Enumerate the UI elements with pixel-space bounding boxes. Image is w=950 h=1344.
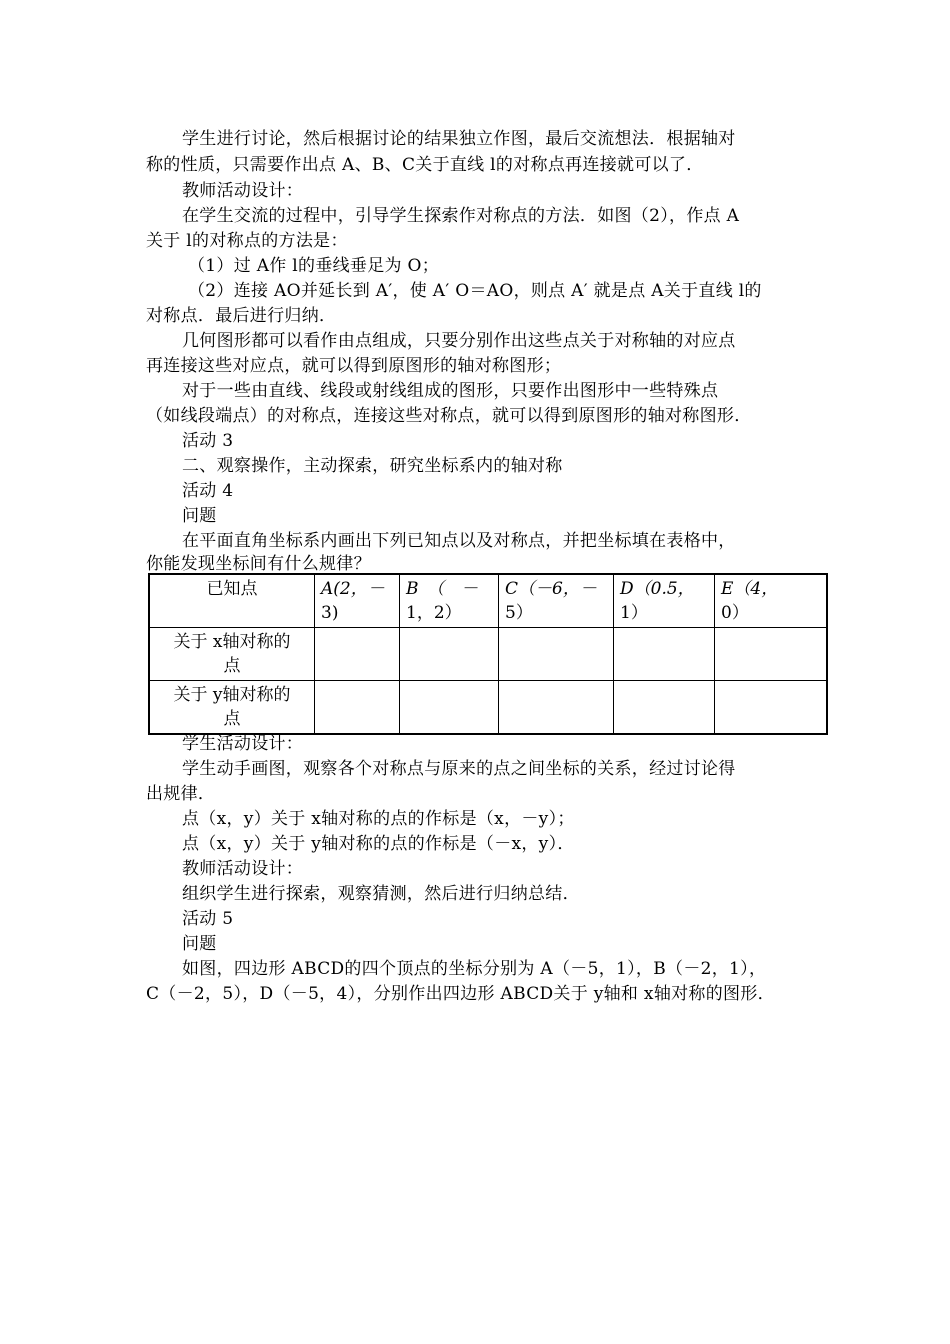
paragraph-line: 出规律． <box>146 784 216 804</box>
paragraph-line: 关于 l的对称点的方法是： <box>146 231 348 251</box>
empty-cell <box>715 628 828 681</box>
paragraph-line: C（－2，5），D（－5，4），分别作出四边形 ABCD关于 y轴和 x轴对称的图形． <box>146 984 775 1004</box>
empty-cell <box>400 628 499 681</box>
empty-cell <box>614 628 715 681</box>
section-heading: 二、观察操作，主动探索，研究坐标系内的轴对称 <box>182 456 563 476</box>
step-line: （1）过 A作 l的垂线垂足为 O； <box>188 256 440 276</box>
paragraph-line: 学生进行讨论，然后根据讨论的结果独立作图，最后交流想法．根据轴对 <box>182 129 736 149</box>
paragraph-line: 如图，四边形 ABCD的四个顶点的坐标分别为 A（－5，1），B（－2，1）， <box>182 959 767 979</box>
section-label: 学生活动设计： <box>182 734 304 754</box>
point-cell-d: D（0.5， 1） <box>614 574 715 628</box>
rule-line: 点（x，y）关于 x轴对称的点的作标是（x，－y）； <box>182 809 575 829</box>
paragraph-line: 再连接这些对应点，就可以得到原图形的轴对称图形； <box>146 356 562 376</box>
point-cell-e: E（4， 0） <box>715 574 828 628</box>
row-label-y-axis: 关于 y轴对称的 点 <box>149 681 315 735</box>
paragraph-line: 称的性质，只需要作出点 A、B、C关于直线 l的对称点再连接就可以了． <box>146 155 704 175</box>
paragraph-line: 几何图形都可以看作由点组成，只要分别作出这些点关于对称轴的对应点 <box>182 331 736 351</box>
step-line: （2）连接 AO并延长到 A′，使 A′ O＝AO，则点 A′ 就是点 A关于直线 l的 <box>188 281 762 301</box>
paragraph-line: 对称点．最后进行归纳． <box>146 306 337 326</box>
activity-heading: 活动 5 <box>182 909 234 929</box>
row-label-x-axis: 关于 x轴对称的 点 <box>149 628 315 681</box>
section-label: 教师活动设计： <box>182 859 304 879</box>
activity-heading: 活动 3 <box>182 431 234 451</box>
empty-cell <box>499 628 614 681</box>
section-label: 教师活动设计： <box>182 181 304 201</box>
point-cell-b: B （ － 1，2） <box>400 574 499 628</box>
problem-label: 问题 <box>182 506 217 526</box>
point-cell-c: C（－6，－ 5） <box>499 574 614 628</box>
paragraph-line: 学生动手画图，观察各个对称点与原来的点之间坐标的关系，经过讨论得 <box>182 759 736 779</box>
coordinate-table <box>148 573 828 735</box>
table-row <box>149 628 827 681</box>
paragraph-line: 你能发现坐标间有什么规律？ <box>146 554 371 574</box>
empty-cell <box>614 681 715 735</box>
empty-cell <box>315 628 400 681</box>
problem-label: 问题 <box>182 934 217 954</box>
paragraph-line: 对于一些由直线、线段或射线组成的图形，只要作出图形中一些特殊点 <box>182 381 719 401</box>
point-cell-a: A(2，－ 3) <box>315 574 400 628</box>
header-text: 已知点 <box>206 579 258 599</box>
activity-heading: 活动 4 <box>182 481 234 501</box>
paragraph-line: 在学生交流的过程中，引导学生探索作对称点的方法．如图（2），作点 A <box>182 206 740 226</box>
table-header-cell <box>149 574 315 628</box>
empty-cell <box>315 681 400 735</box>
empty-cell <box>715 681 828 735</box>
empty-cell <box>400 681 499 735</box>
paragraph-line: 组织学生进行探索，观察猜测，然后进行归纳总结． <box>182 884 580 904</box>
paragraph-line: （如线段端点）的对称点，连接这些对称点，就可以得到原图形的轴对称图形． <box>146 406 752 426</box>
rule-line: 点（x，y）关于 y轴对称的点的作标是（－x，y）． <box>182 834 575 854</box>
table-row <box>149 574 827 628</box>
empty-cell <box>499 681 614 735</box>
table-row <box>149 681 827 735</box>
paragraph-line: 在平面直角坐标系内画出下列已知点以及对称点，并把坐标填在表格中， <box>182 531 736 551</box>
